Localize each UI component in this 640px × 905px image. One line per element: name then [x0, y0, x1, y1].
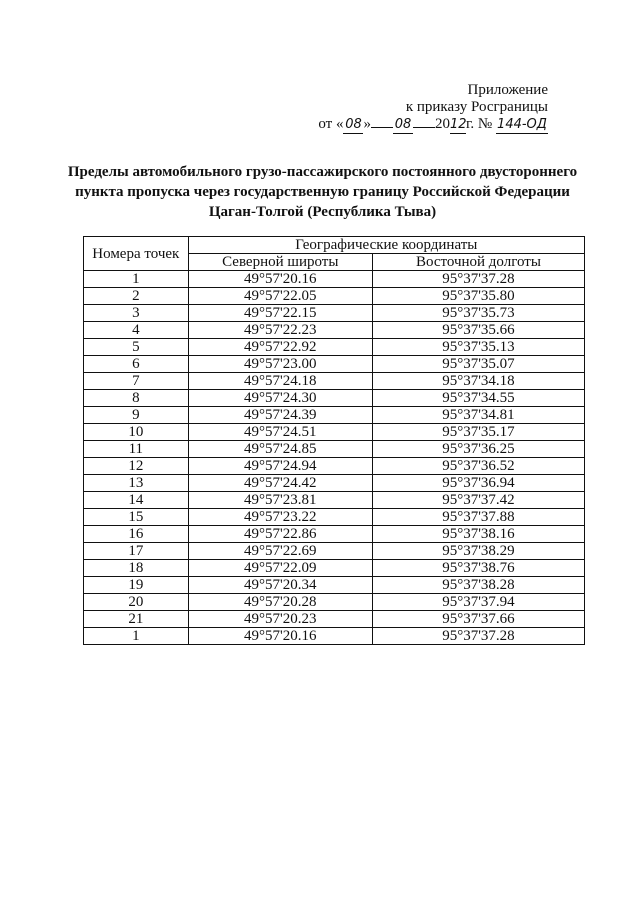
latitude-cell: 49°57'22.86	[188, 526, 372, 543]
table-row	[84, 475, 585, 492]
latitude-cell: 49°57'20.23	[188, 611, 372, 628]
point-number-cell: 2	[84, 288, 189, 305]
point-number-cell: 7	[84, 373, 189, 390]
point-number-cell: 19	[84, 577, 189, 594]
longitude-cell: 95°37'35.13	[372, 339, 584, 356]
document-title	[40, 162, 605, 222]
order-reference: к приказу Росграницы	[405, 99, 548, 115]
latitude-cell: 49°57'22.92	[188, 339, 372, 356]
table-row	[84, 509, 585, 526]
longitude-cell: 95°37'37.42	[372, 492, 584, 509]
table-row	[84, 543, 585, 560]
table-row	[84, 305, 585, 322]
latitude-cell: 49°57'22.09	[188, 560, 372, 577]
longitude-cell: 95°37'38.29	[372, 543, 584, 560]
latitude-cell: 49°57'22.05	[188, 288, 372, 305]
table-row	[84, 373, 585, 390]
column-header-points: Номера точек	[84, 237, 189, 271]
latitude-cell: 49°57'24.18	[188, 373, 372, 390]
point-number-cell: 11	[84, 441, 189, 458]
latitude-cell: 49°57'22.23	[188, 322, 372, 339]
point-number-cell: 1	[84, 271, 189, 288]
title-line-2: пункта пропуска через государственную границу Российской Федерации	[75, 184, 570, 200]
point-number-cell: 18	[84, 560, 189, 577]
longitude-cell: 95°37'34.55	[372, 390, 584, 407]
point-number-cell: 1	[84, 628, 189, 645]
table-row	[84, 407, 585, 424]
table-row	[84, 526, 585, 543]
point-number-cell: 4	[84, 322, 189, 339]
table-row	[84, 390, 585, 407]
appendix-header	[300, 82, 600, 134]
longitude-cell: 95°37'37.94	[372, 594, 584, 611]
title-line-1: Пределы автомобильного грузо-пассажирского постоянного двустороннего	[67, 164, 578, 180]
table-row	[84, 560, 585, 577]
longitude-cell: 95°37'38.16	[372, 526, 584, 543]
longitude-cell: 95°37'35.07	[372, 356, 584, 373]
table-row	[84, 458, 585, 475]
handwritten-year: 12	[449, 117, 467, 132]
point-number-cell: 5	[84, 339, 189, 356]
longitude-cell: 95°37'36.52	[372, 458, 584, 475]
year-number-label: г. №	[465, 116, 493, 132]
underline-blank	[413, 127, 435, 128]
point-number-cell: 12	[84, 458, 189, 475]
longitude-cell: 95°37'35.73	[372, 305, 584, 322]
latitude-cell: 49°57'20.16	[188, 271, 372, 288]
longitude-cell: 95°37'35.66	[372, 322, 584, 339]
latitude-cell: 49°57'20.34	[188, 577, 372, 594]
point-number-cell: 13	[84, 475, 189, 492]
latitude-cell: 49°57'23.22	[188, 509, 372, 526]
point-number-cell: 15	[84, 509, 189, 526]
latitude-cell: 49°57'24.30	[188, 390, 372, 407]
latitude-cell: 49°57'23.00	[188, 356, 372, 373]
latitude-cell: 49°57'23.81	[188, 492, 372, 509]
handwritten-month: 08	[394, 117, 412, 132]
handwritten-day: 08	[345, 117, 362, 132]
date-quote-close: »	[363, 116, 371, 132]
longitude-cell: 95°37'36.25	[372, 441, 584, 458]
latitude-cell: 49°57'24.39	[188, 407, 372, 424]
date-prefix: от «	[318, 116, 344, 132]
latitude-cell: 49°57'20.16	[188, 628, 372, 645]
table-row	[84, 322, 585, 339]
underline-blank	[371, 127, 393, 128]
longitude-cell: 95°37'37.88	[372, 509, 584, 526]
table-row	[84, 611, 585, 628]
table-row	[84, 356, 585, 373]
point-number-cell: 3	[84, 305, 189, 322]
order-date-number	[300, 116, 548, 134]
longitude-cell: 95°37'37.66	[372, 611, 584, 628]
longitude-cell: 95°37'38.28	[372, 577, 584, 594]
coordinates-table	[83, 236, 585, 645]
table-row	[84, 594, 585, 611]
latitude-cell: 49°57'24.51	[188, 424, 372, 441]
table-row	[84, 441, 585, 458]
point-number-cell: 9	[84, 407, 189, 424]
point-number-cell: 16	[84, 526, 189, 543]
table-row	[84, 577, 585, 594]
longitude-cell: 95°37'37.28	[372, 628, 584, 645]
point-number-cell: 21	[84, 611, 189, 628]
table-row	[84, 288, 585, 305]
table-row	[84, 339, 585, 356]
longitude-cell: 95°37'36.94	[372, 475, 584, 492]
table-row	[84, 271, 585, 288]
longitude-cell: 95°37'34.81	[372, 407, 584, 424]
latitude-cell: 49°57'24.85	[188, 441, 372, 458]
column-header-longitude: Восточной долготы	[372, 254, 584, 271]
table-row	[84, 628, 585, 645]
longitude-cell: 95°37'38.76	[372, 560, 584, 577]
longitude-cell: 95°37'34.18	[372, 373, 584, 390]
longitude-cell: 95°37'35.80	[372, 288, 584, 305]
table-row	[84, 492, 585, 509]
year-prefix: 20	[434, 116, 450, 132]
longitude-cell: 95°37'35.17	[372, 424, 584, 441]
point-number-cell: 6	[84, 356, 189, 373]
latitude-cell: 49°57'22.69	[188, 543, 372, 560]
table-row	[84, 424, 585, 441]
column-header-geo: Географические координаты	[188, 237, 584, 254]
latitude-cell: 49°57'20.28	[188, 594, 372, 611]
appendix-label: Приложение	[467, 82, 548, 98]
point-number-cell: 10	[84, 424, 189, 441]
point-number-cell: 8	[84, 390, 189, 407]
latitude-cell: 49°57'24.94	[188, 458, 372, 475]
table-body	[84, 271, 585, 645]
latitude-cell: 49°57'22.15	[188, 305, 372, 322]
handwritten-order-number: 144-ОД	[497, 117, 547, 132]
point-number-cell: 17	[84, 543, 189, 560]
longitude-cell: 95°37'37.28	[372, 271, 584, 288]
point-number-cell: 14	[84, 492, 189, 509]
point-number-cell: 20	[84, 594, 189, 611]
column-header-latitude: Северной широты	[188, 254, 372, 271]
latitude-cell: 49°57'24.42	[188, 475, 372, 492]
title-line-3: Цаган-Толгой (Республика Тыва)	[208, 204, 437, 220]
